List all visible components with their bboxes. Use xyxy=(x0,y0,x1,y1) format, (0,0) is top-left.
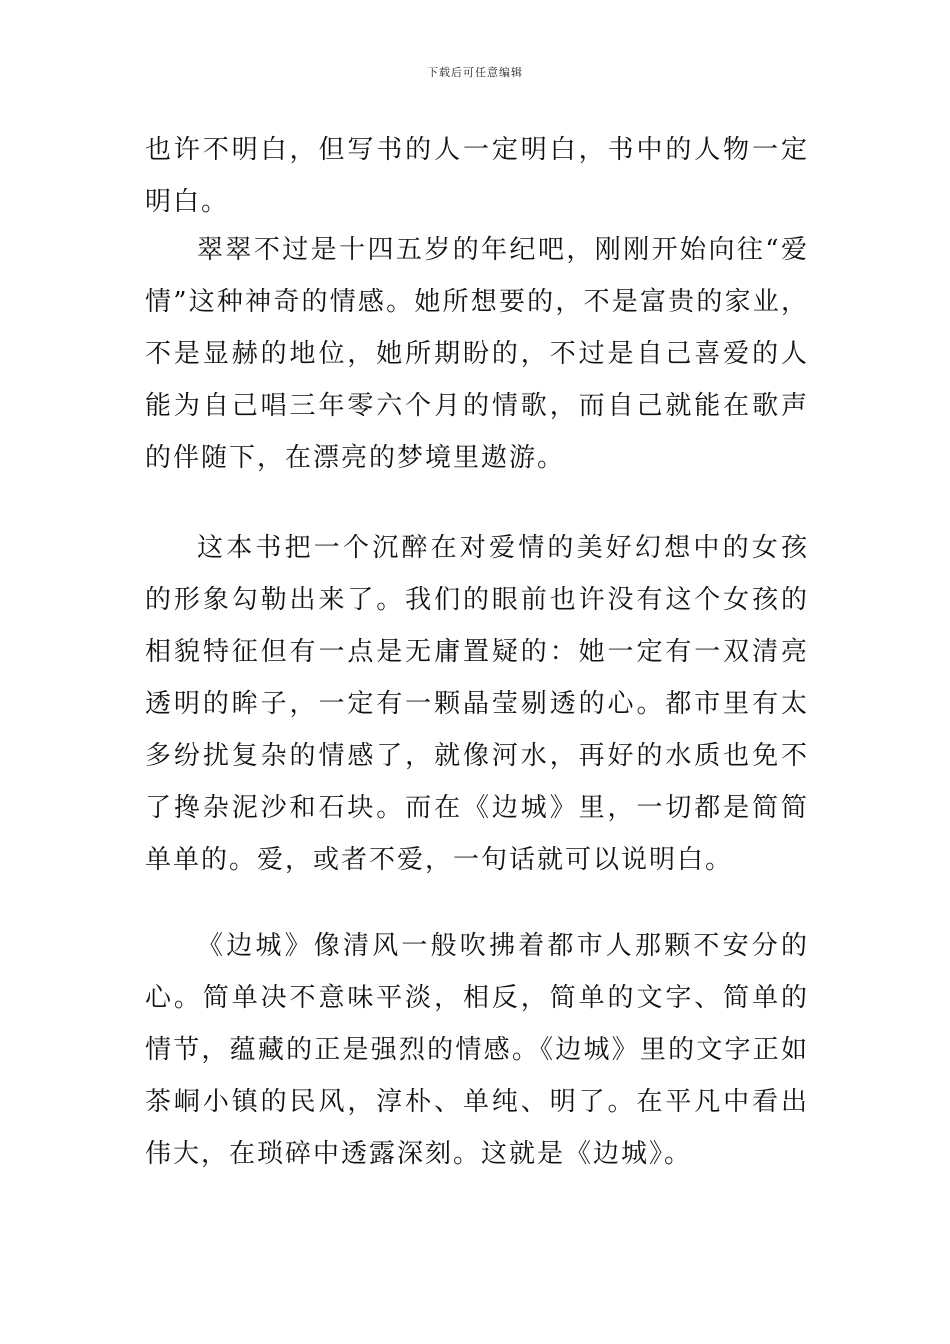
paragraph-biancheng: 《边城》像清风一般吹拂着都市人那颗不安分的心。简单决不意味平淡，相反，简单的文字、简单的情节，蕴藏的正是强烈的情感。《边城》里的文字正如茶峒小镇的民风，淳朴、单纯、明了。在平凡中看出伟大，在琐碎中透露深刻。这就是《边城》。 xyxy=(145,931,809,1169)
page-header: 下载后可任意编辑 xyxy=(427,66,523,79)
paragraph-girl-image: 这本书把一个沉醉在对爱情的美好幻想中的女孩的形象勾勒出来了。我们的眼前也许没有这个女孩的相貌特征但有一点是无庸置疑的：她一定有一双清亮透明的眸子，一定有一颗晶莹剔透的心。都市里有太多纷扰复杂的情感了，就像河水，再好的水质也免不了搀杂泥沙和石块。而在《边城》里，一切都是简简单单的。爱，或者不爱，一句话就可以说明白。 xyxy=(145,533,809,875)
paragraph-continuation: 也许不明白，但写书的人一定明白，书中的人物一定明白。 xyxy=(145,135,809,217)
paragraph-cuicui: 翠翠不过是十四五岁的年纪吧，刚刚开始向往“爱情”这种神奇的情感。她所想要的，不是富贵的家业，不是显赫的地位，她所期盼的，不过是自己喜爱的人能为自己唱三年零六个月的情歌，而自己就能在歌声的伴随下，在漂亮的梦境里遨游。 xyxy=(145,235,809,473)
